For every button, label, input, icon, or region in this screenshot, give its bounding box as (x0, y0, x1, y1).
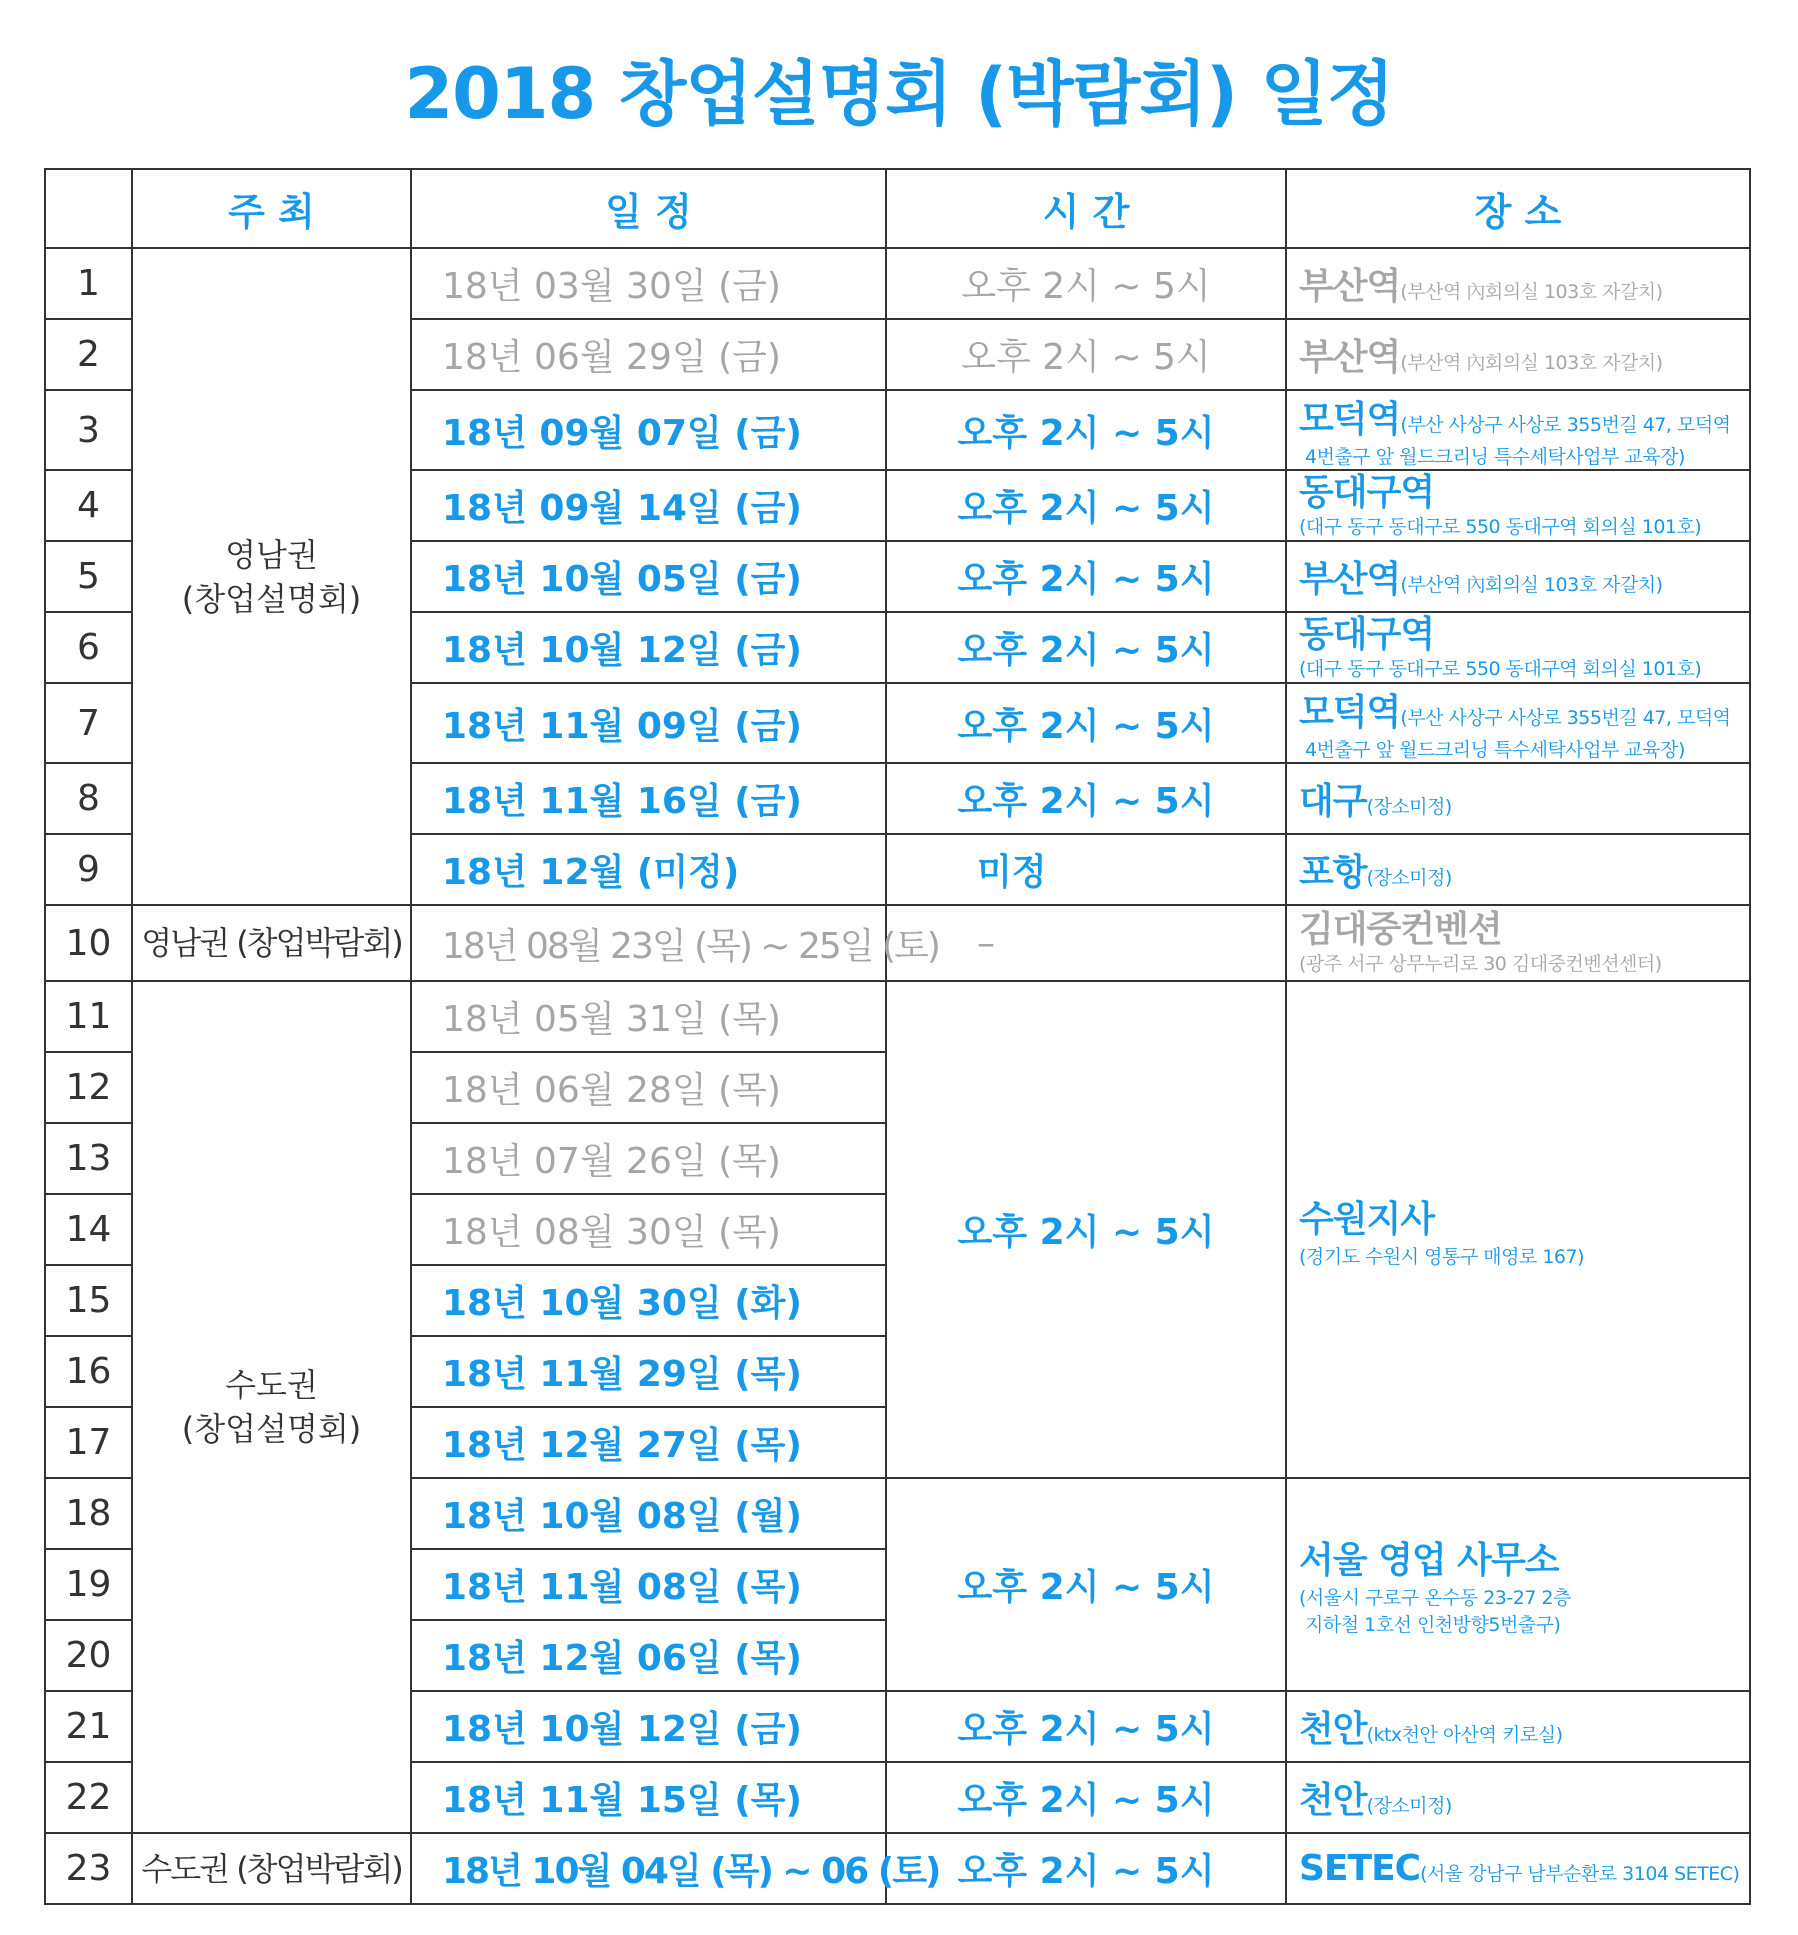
date-cell: 18년 11월 29일 (목) (411, 1336, 886, 1407)
place-cell (1286, 1691, 1750, 1762)
date-cell: 18년 11월 16일 (금) (411, 763, 886, 834)
place-name: 부산역 (1299, 266, 1401, 307)
place-name: 천안 (1299, 1709, 1367, 1750)
date-cell: 18년 06월 29일 (금) (411, 319, 886, 390)
row-number: 13 (45, 1123, 132, 1194)
time-cell: 오후 2시 ~ 5시 (886, 390, 1286, 470)
time-cell: 오후 2시 ~ 5시 (886, 1691, 1286, 1762)
row-number: 12 (45, 1052, 132, 1123)
col-header-number (45, 169, 132, 248)
date-cell: 18년 12월 (미정) (411, 834, 886, 905)
place-detail: (부산역 內회의실 103호 자갈치) (1400, 281, 1663, 303)
row-number: 6 (45, 612, 132, 683)
place-name: SETEC (1299, 1848, 1421, 1889)
place-detail: (장소미정) (1366, 1795, 1452, 1817)
row-number: 18 (45, 1478, 132, 1549)
date-cell: 18년 10월 12일 (금) (411, 612, 886, 683)
place-cell (1286, 1478, 1750, 1691)
date-cell: 18년 07월 26일 (목) (411, 1123, 886, 1194)
time-cell: 오후 2시 ~ 5시 (886, 1762, 1286, 1833)
date-cell: 18년 12월 27일 (목) (411, 1407, 886, 1478)
place-cell (1286, 319, 1750, 390)
place-name: 서울 영업 사무소 (1299, 1540, 1559, 1581)
row-number: 9 (45, 834, 132, 905)
host-region: 수도권 (225, 1366, 318, 1404)
row-number: 4 (45, 470, 132, 541)
place-detail: (장소미정) (1366, 867, 1452, 889)
place-detail: (대구 동구 동대구로 550 동대구역 회의실 101호) (1299, 515, 1702, 538)
place-name: 포항 (1299, 852, 1367, 893)
place-cell (1286, 541, 1750, 612)
date-cell: 18년 11월 09일 (금) (411, 683, 886, 763)
date-cell: 18년 10월 04일 (목) ~ 06 (토) (411, 1833, 886, 1904)
place-cell (1286, 905, 1750, 981)
place-cell (1286, 981, 1750, 1478)
date-cell: 18년 10월 05일 (금) (411, 541, 886, 612)
row-number: 22 (45, 1762, 132, 1833)
place-detail-line2: 4번출구 앞 월드크리닝 특수세탁사업부 교육장) (1305, 739, 1685, 761)
place-name: 모덕역 (1299, 399, 1401, 440)
table-row (45, 248, 1750, 319)
time-cell: 오후 2시 ~ 5시 (886, 470, 1286, 541)
date-cell: 18년 09월 14일 (금) (411, 470, 886, 541)
place-detail-line2: 4번출구 앞 월드크리닝 특수세탁사업부 교육장) (1305, 446, 1685, 468)
place-cell (1286, 683, 1750, 763)
row-number: 21 (45, 1691, 132, 1762)
host-type: (창업설명회) (181, 579, 362, 618)
row-number: 16 (45, 1336, 132, 1407)
place-cell (1286, 1762, 1750, 1833)
col-header-place: 장 소 (1286, 169, 1750, 248)
row-number: 7 (45, 683, 132, 763)
time-cell: 오후 2시 ~ 5시 (886, 981, 1286, 1478)
schedule-table (44, 168, 1751, 1905)
time-cell: 오후 2시 ~ 5시 (886, 248, 1286, 319)
date-cell: 18년 08월 30일 (목) (411, 1194, 886, 1265)
table-row (45, 905, 1750, 981)
place-name: 부산역 (1299, 559, 1401, 600)
time-cell: 오후 2시 ~ 5시 (886, 612, 1286, 683)
place-cell (1286, 834, 1750, 905)
host-region: 영남권 (225, 535, 318, 574)
time-cell: – (886, 905, 1286, 981)
place-detail: (부산 사상구 사상로 355번길 47, 모덕역 (1400, 414, 1731, 436)
row-number: 11 (45, 981, 132, 1052)
host-cell: 수도권 (창업박람회) (132, 1833, 411, 1904)
place-detail: (ktx천안 아산역 키로실) (1366, 1724, 1563, 1746)
place-detail: (서울 강남구 남부순환로 3104 SETEC) (1420, 1863, 1740, 1885)
time-cell: 미정 (886, 834, 1286, 905)
table-row (45, 1833, 1750, 1904)
date-cell: 18년 11월 08일 (목) (411, 1549, 886, 1620)
row-number: 23 (45, 1833, 132, 1904)
place-detail-line2: 지하철 1호선 인천방향5번출구) (1305, 1614, 1561, 1636)
time-cell: 오후 2시 ~ 5시 (886, 1478, 1286, 1691)
place-detail: (서울시 구로구 온수동 23-27 2층 (1299, 1587, 1571, 1609)
row-number: 3 (45, 390, 132, 470)
place-detail: (경기도 수원시 영통구 매영로 167) (1299, 1245, 1584, 1268)
place-detail: (대구 동구 동대구로 550 동대구역 회의실 101호) (1299, 657, 1702, 680)
time-cell: 오후 2시 ~ 5시 (886, 319, 1286, 390)
place-name: 동대구역 (1299, 613, 1435, 655)
col-header-time: 시 간 (886, 169, 1286, 248)
place-cell (1286, 470, 1750, 541)
row-number: 14 (45, 1194, 132, 1265)
host-cell (132, 981, 411, 1833)
table-row (45, 981, 1750, 1052)
row-number: 10 (45, 905, 132, 981)
host-cell: 영남권 (창업박람회) (132, 905, 411, 981)
row-number: 19 (45, 1549, 132, 1620)
date-cell: 18년 06월 28일 (목) (411, 1052, 886, 1123)
row-number: 2 (45, 319, 132, 390)
place-name: 김대중컨벤션 (1299, 909, 1502, 950)
row-number: 5 (45, 541, 132, 612)
row-number: 1 (45, 248, 132, 319)
place-cell (1286, 763, 1750, 834)
row-number: 15 (45, 1265, 132, 1336)
time-cell: 오후 2시 ~ 5시 (886, 763, 1286, 834)
date-cell: 18년 08월 23일 (목) ~ 25일 (토) (411, 905, 886, 981)
page-title: 2018 창업설명회 (박람회) 일정 (404, 53, 1394, 135)
time-cell: 오후 2시 ~ 5시 (886, 683, 1286, 763)
place-detail: (부산역 內회의실 103호 자갈치) (1400, 352, 1663, 374)
place-cell (1286, 390, 1750, 470)
date-cell: 18년 09월 07일 (금) (411, 390, 886, 470)
place-name: 대구 (1299, 781, 1367, 822)
date-cell: 18년 11월 15일 (목) (411, 1762, 886, 1833)
place-detail: (광주 서구 상무누리로 30 김대중컨벤션센터) (1299, 953, 1662, 975)
place-cell (1286, 612, 1750, 683)
time-cell: 오후 2시 ~ 5시 (886, 1833, 1286, 1904)
place-cell (1286, 248, 1750, 319)
host-type: (창업설명회) (181, 1410, 362, 1448)
place-name: 동대구역 (1299, 471, 1435, 513)
col-header-host: 주 최 (132, 169, 411, 248)
date-cell: 18년 03월 30일 (금) (411, 248, 886, 319)
row-number: 20 (45, 1620, 132, 1691)
date-cell: 18년 10월 30일 (화) (411, 1265, 886, 1336)
date-cell: 18년 10월 12일 (금) (411, 1691, 886, 1762)
host-cell (132, 248, 411, 905)
time-cell: 오후 2시 ~ 5시 (886, 541, 1286, 612)
place-name: 수원지사 (1299, 1198, 1435, 1240)
header-row (45, 169, 1750, 248)
date-cell: 18년 12월 06일 (목) (411, 1620, 886, 1691)
row-number: 8 (45, 763, 132, 834)
row-number: 17 (45, 1407, 132, 1478)
place-detail: (장소미정) (1366, 796, 1452, 818)
place-name: 부산역 (1299, 337, 1401, 378)
col-header-date: 일 정 (411, 169, 886, 248)
place-detail: (부산 사상구 사상로 355번길 47, 모덕역 (1400, 707, 1731, 729)
place-cell (1286, 1833, 1750, 1904)
place-name: 모덕역 (1299, 692, 1401, 733)
date-cell: 18년 10월 08일 (월) (411, 1478, 886, 1549)
date-cell: 18년 05월 31일 (목) (411, 981, 886, 1052)
place-detail: (부산역 內회의실 103호 자갈치) (1400, 574, 1663, 596)
place-name: 천안 (1299, 1780, 1367, 1821)
